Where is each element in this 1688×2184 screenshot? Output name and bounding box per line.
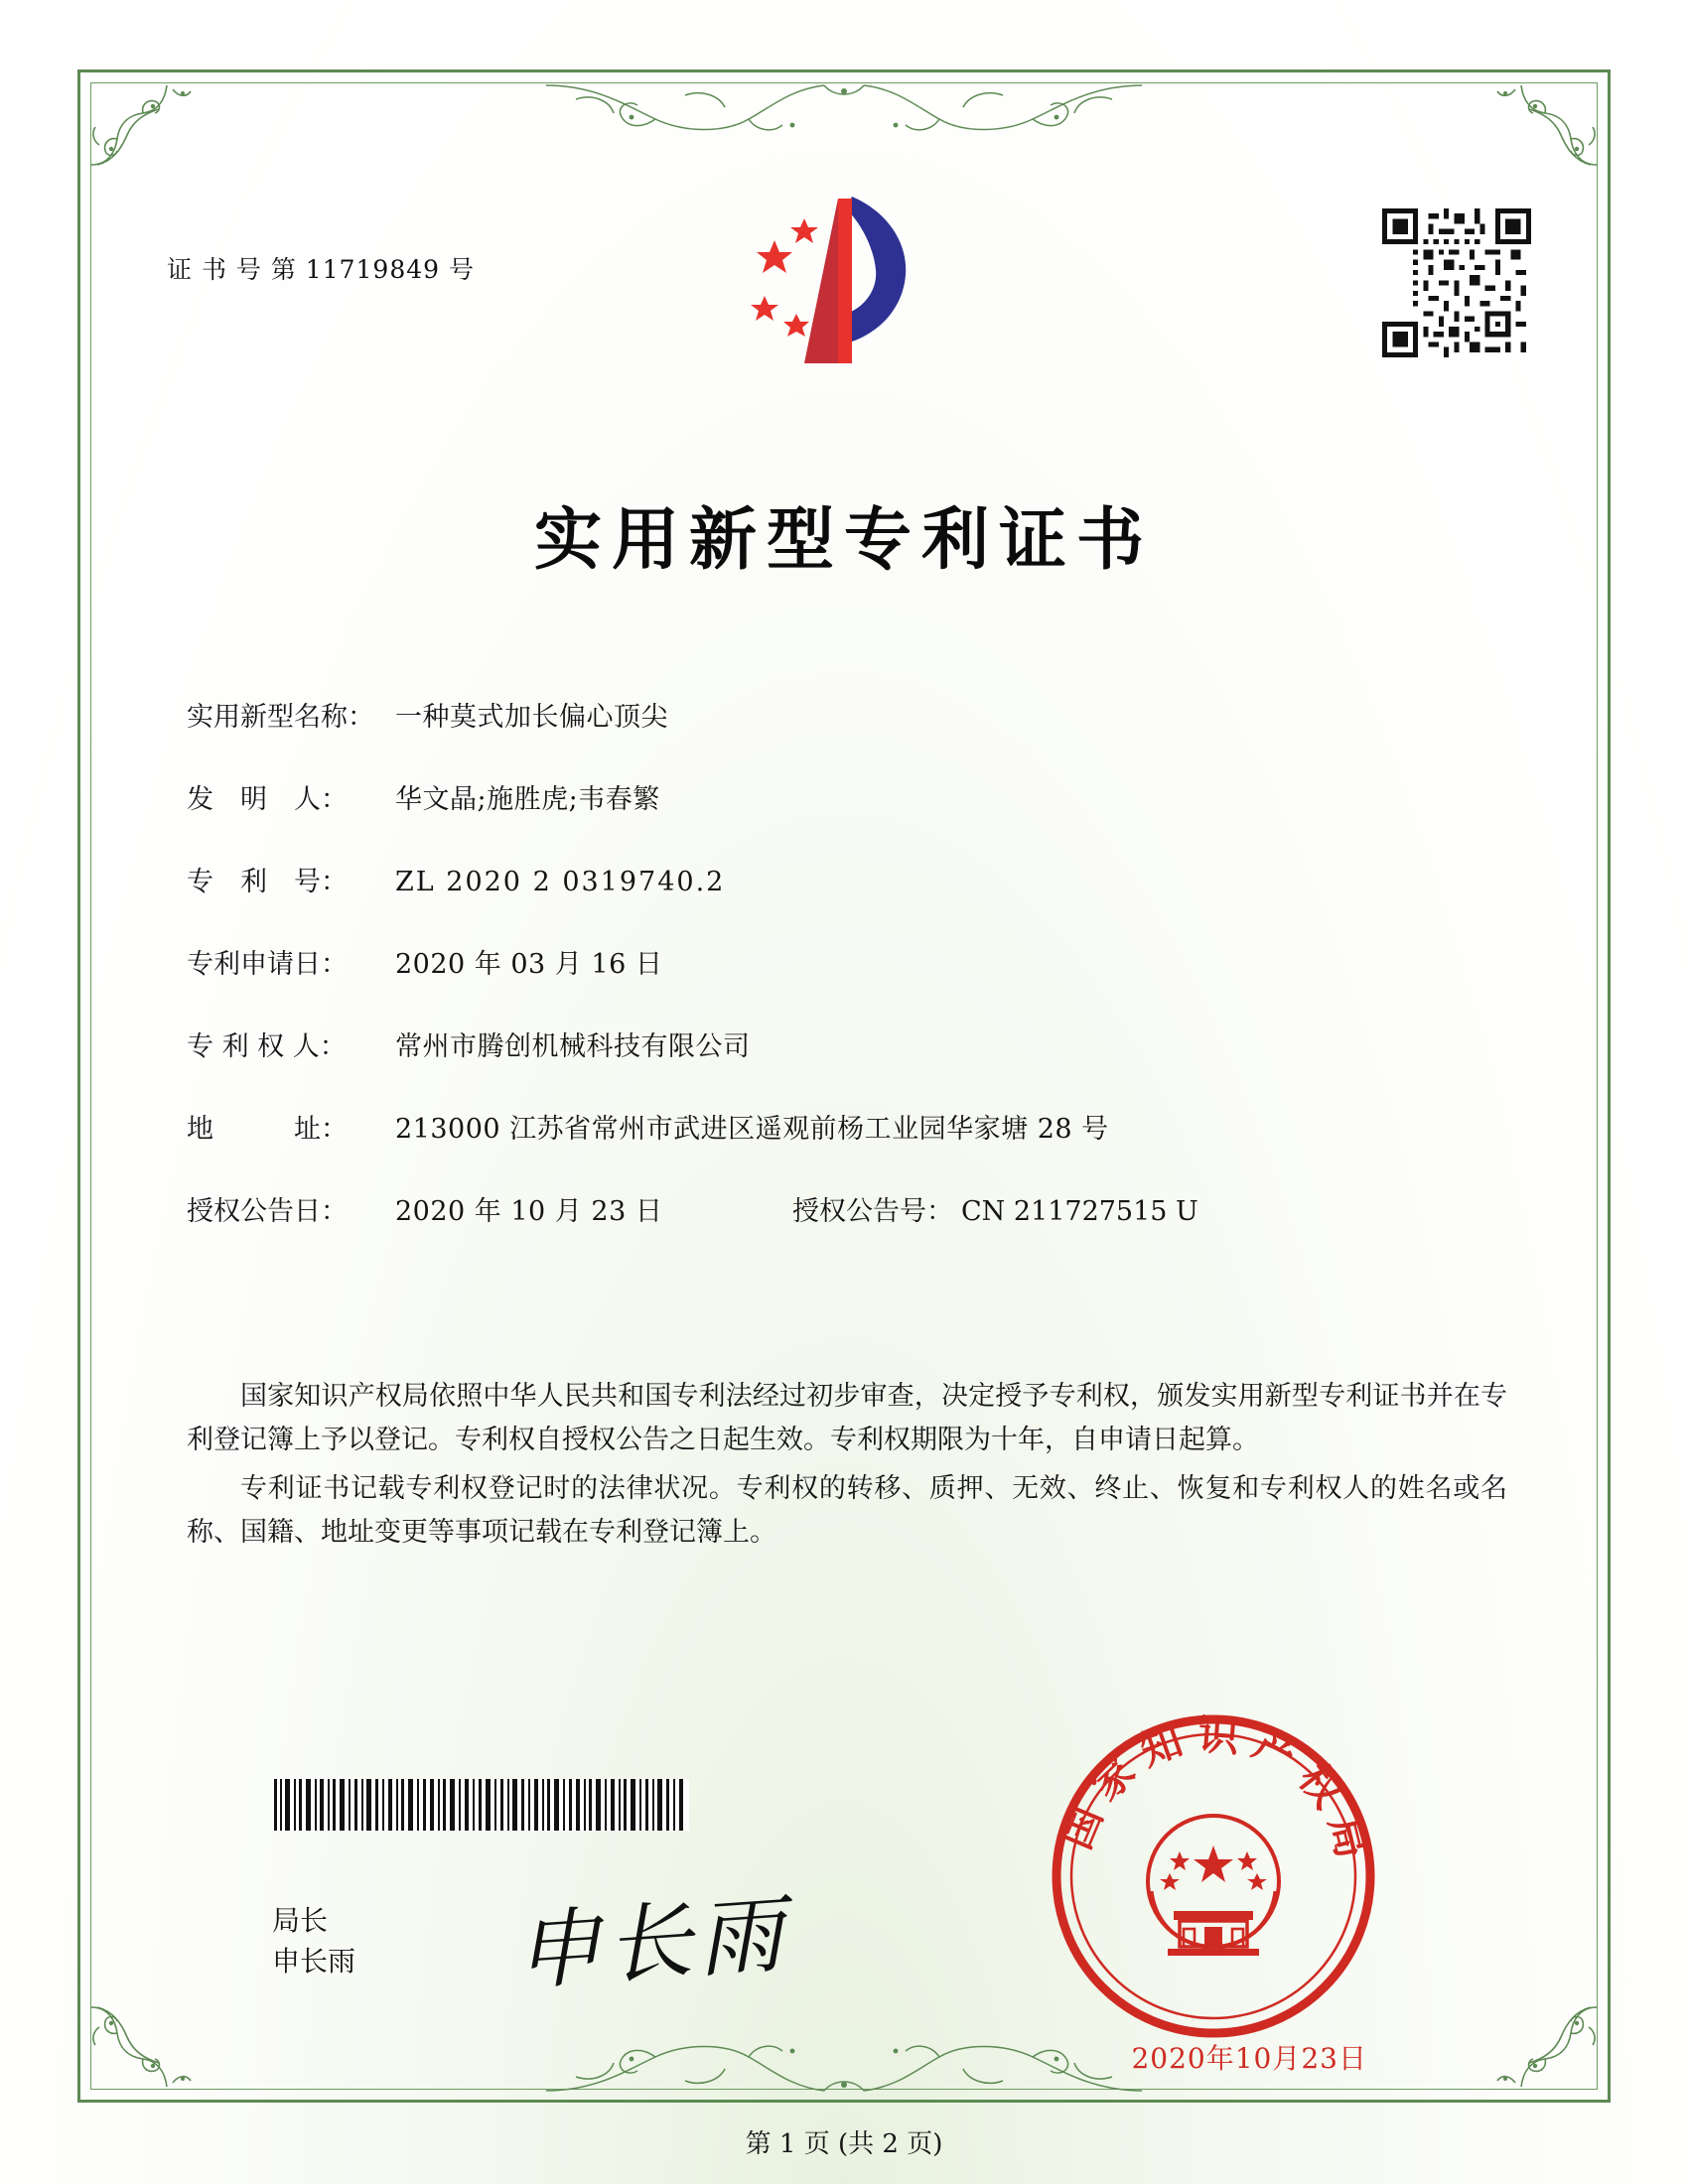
- field-row-patent-number: [187, 860, 1517, 898]
- signature-role: 局长: [272, 1904, 329, 1937]
- cnipa-logo-icon: [735, 189, 953, 377]
- field-label-address: 地 址：: [187, 1114, 348, 1145]
- field-value-patent-number: ZL 2020 2 0319740.2: [395, 867, 726, 897]
- body-text: [187, 1375, 1507, 1561]
- field-label-inventor: 发 明 人：: [187, 784, 348, 815]
- certificate-number: 证 书 号 第 11719849 号: [167, 255, 475, 284]
- field-value-application-date: 2020 年 03 月 16 日: [395, 949, 663, 980]
- official-seal: [1050, 1712, 1377, 2040]
- svg-text:国家知识产权局: 国家知识产权局: [1052, 1712, 1377, 1875]
- qr-code: [1382, 208, 1531, 357]
- field-row-address: [187, 1107, 1517, 1146]
- field-value-patentee: 常州市腾创机械科技有限公司: [395, 1031, 751, 1062]
- field-row-inventor: [187, 777, 1517, 816]
- signature-block: [272, 1901, 355, 1981]
- certificate-sheet: [77, 69, 1611, 2159]
- page-footer: 第 1 页 (共 2 页): [745, 2129, 943, 2159]
- fields-list: [187, 695, 1517, 1272]
- page-title: 实用新型专利证书: [533, 500, 1154, 580]
- field-label-grant-number: 授权公告号：: [792, 1196, 953, 1227]
- field-value-address: 213000 江苏省常州市武进区遥观前杨工业园华家塘 28 号: [395, 1114, 1109, 1145]
- field-label-name: 实用新型名称：: [187, 702, 374, 733]
- field-value-grant-date: 2020 年 10 月 23 日: [395, 1196, 663, 1227]
- handwritten-signature: 申长雨: [511, 1884, 792, 2003]
- signature-name: 申长雨: [272, 1944, 356, 1978]
- field-label-patentee: 专 利 权 人：: [187, 1031, 347, 1062]
- seal-date: 2020年10月23日: [1131, 2042, 1367, 2075]
- barcode: [272, 1779, 689, 1831]
- field-row-patentee: [187, 1024, 1517, 1063]
- field-value-grant-number: CN 211727515 U: [961, 1196, 1198, 1227]
- field-label-patent-number: 专 利 号：: [187, 867, 348, 897]
- field-label-grant-date: 授权公告日：: [187, 1196, 348, 1227]
- top-ornament-icon: [536, 75, 1152, 147]
- field-row-name: [187, 695, 1517, 734]
- paragraph-2: 专利证书记载专利权登记时的法律状况。专利权的转移、质押、无效、终止、恢复和专利权人的姓名或名称、国籍、地址变更等事项记载在专利登记簿上。: [187, 1473, 1507, 1549]
- paragraph-1: 国家知识产权局依照中华人民共和国专利法经过初步审查，决定授予专利权，颁发实用新型专利证书并在专利登记簿上予以登记。专利权自授权公告之日起生效。专利权期限为十年，自申请日起算。: [187, 1381, 1507, 1455]
- field-value-inventor: 华文晶;施胜虎;韦春繁: [395, 784, 660, 815]
- field-row-application-date: [187, 942, 1517, 981]
- field-value-name: 一种莫式加长偏心顶尖: [395, 702, 668, 733]
- field-row-grant: [187, 1189, 1517, 1228]
- field-label-application-date: 专利申请日：: [187, 949, 348, 980]
